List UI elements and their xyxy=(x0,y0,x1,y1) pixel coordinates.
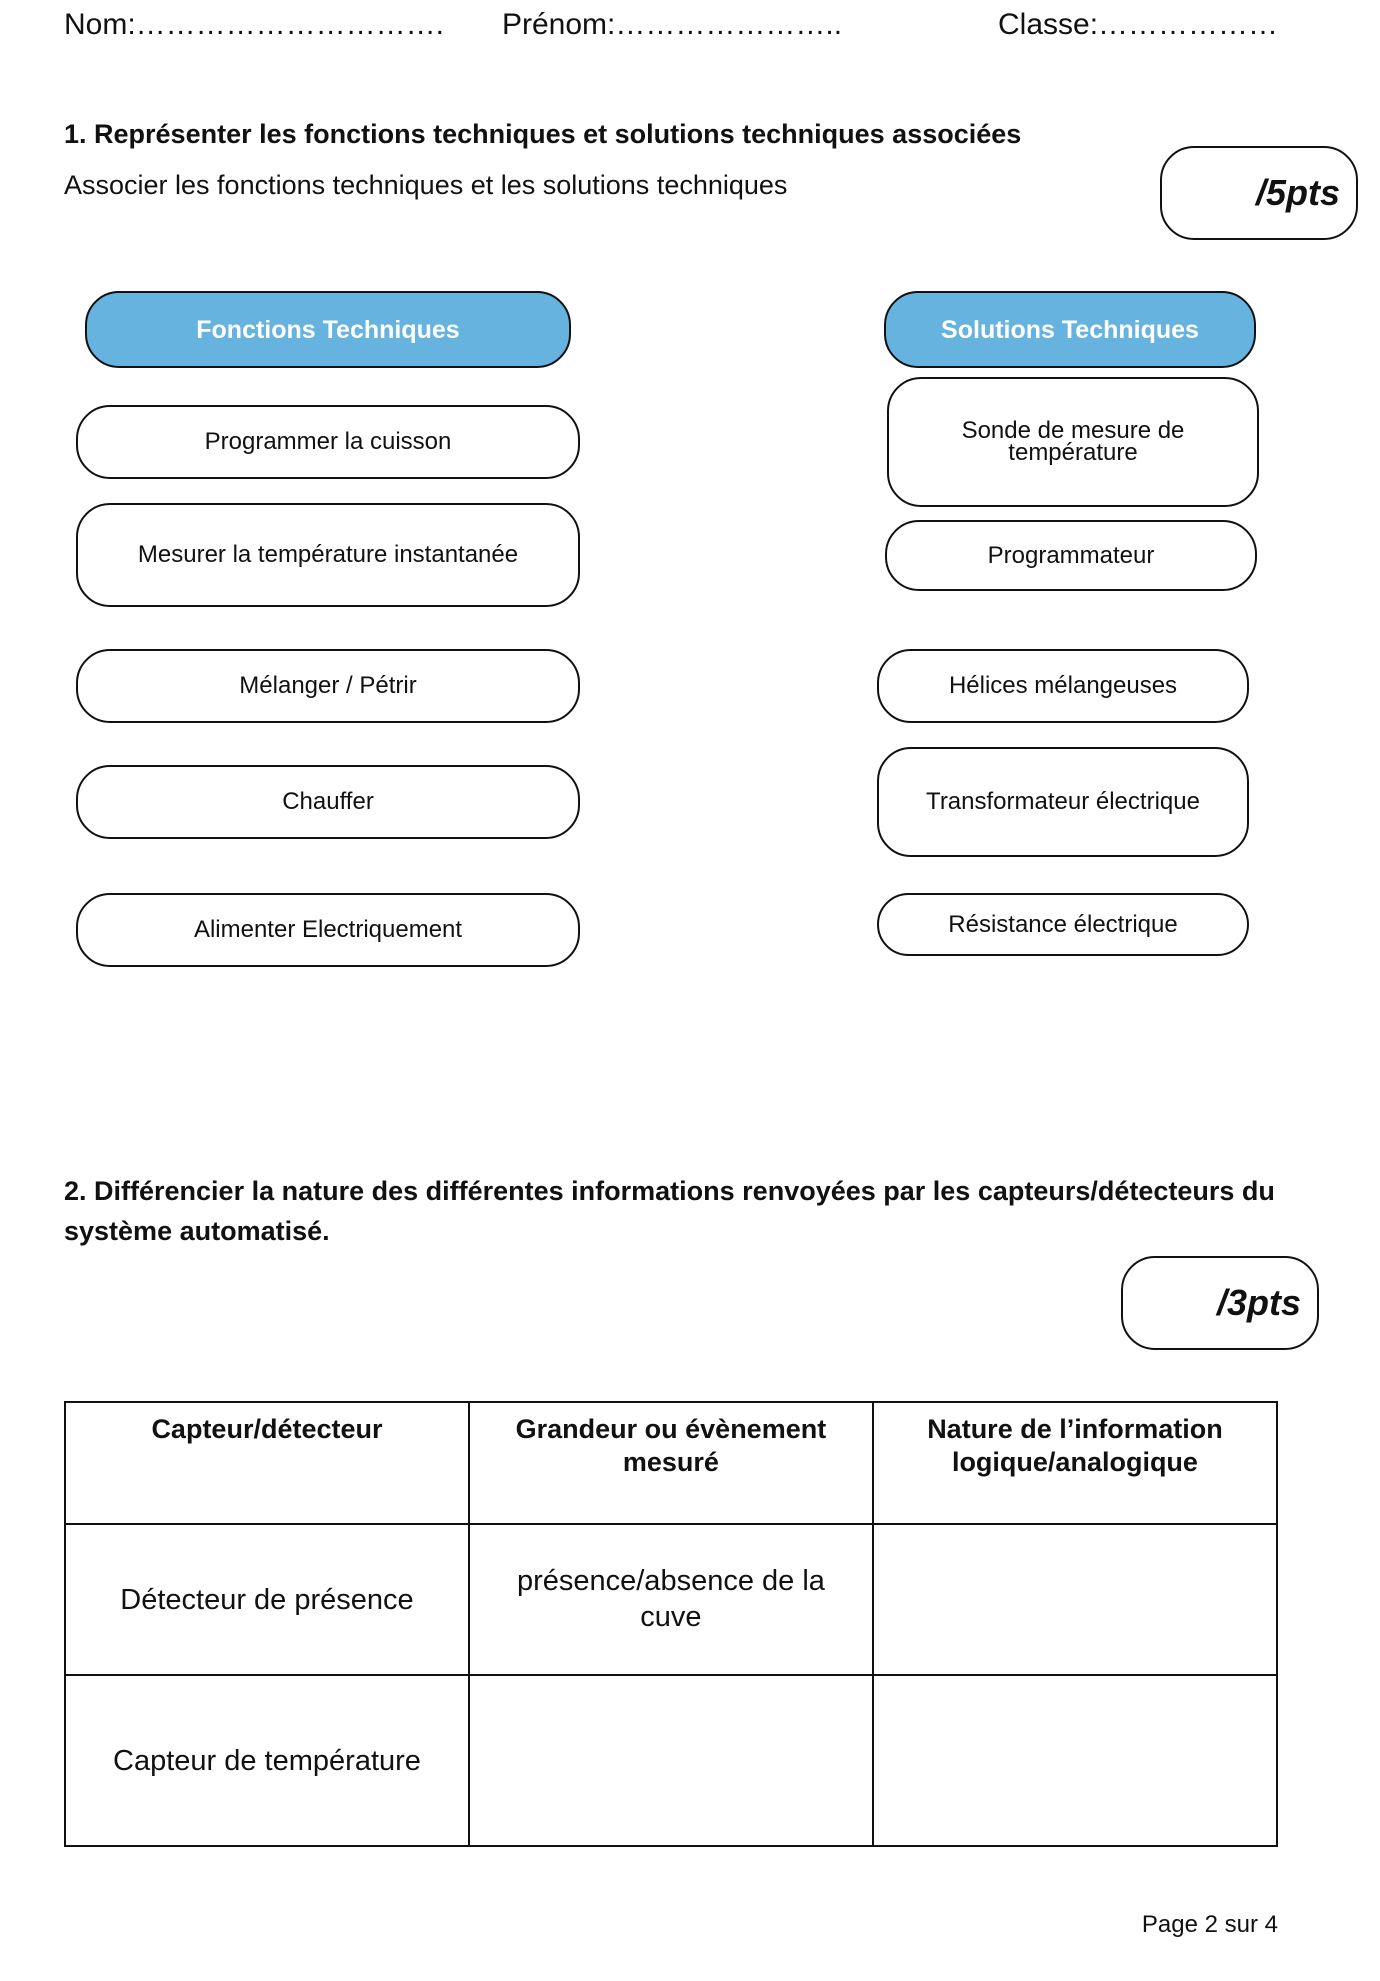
class-field-label: Classe:……………… xyxy=(998,8,1279,41)
section1-score-box: /5pts xyxy=(1160,146,1358,240)
name-field-label: Nom:…………………………. xyxy=(64,8,445,41)
solution-item[interactable]: Hélices mélangeuses xyxy=(877,649,1249,723)
firstname-field-label: Prénom:………………….. xyxy=(502,8,843,41)
table-header-nature: Nature de l’information logique/analogique xyxy=(873,1402,1277,1524)
solution-item[interactable]: Sonde de mesure de température xyxy=(887,377,1259,507)
solution-item[interactable]: Programmateur xyxy=(885,520,1257,591)
table-cell-nature[interactable] xyxy=(873,1524,1277,1675)
function-item[interactable]: Alimenter Electriquement xyxy=(76,893,580,967)
table-cell-sensor: Détecteur de présence xyxy=(65,1524,469,1675)
section1-instruction: Associer les fonctions techniques et les solutions techniques xyxy=(64,170,788,200)
sensor-table xyxy=(64,1401,1278,1847)
section1-title: 1. Représenter les fonctions techniques et solutions techniques associées xyxy=(64,119,1022,149)
function-item[interactable]: Mesurer la température instantanée xyxy=(76,503,580,607)
table-header-sensor: Capteur/détecteur xyxy=(65,1402,469,1524)
table-cell-sensor: Capteur de température xyxy=(65,1675,469,1846)
table-cell-quantity: présence/absence de la cuve xyxy=(469,1524,873,1675)
table-header-quantity: Grandeur ou évènement mesuré xyxy=(469,1402,873,1524)
solution-item[interactable]: Résistance électrique xyxy=(877,893,1249,956)
functions-header: Fonctions Techniques xyxy=(85,291,571,368)
function-item[interactable]: Mélanger / Pétrir xyxy=(76,649,580,723)
table-row xyxy=(65,1675,1277,1846)
table-cell-nature[interactable] xyxy=(873,1675,1277,1846)
solutions-header: Solutions Techniques xyxy=(884,291,1256,368)
section2-score-box: /3pts xyxy=(1121,1256,1319,1350)
table-row xyxy=(65,1524,1277,1675)
table-cell-quantity[interactable] xyxy=(469,1675,873,1846)
page-number: Page 2 sur 4 xyxy=(1141,1911,1278,1938)
solution-item[interactable]: Transformateur électrique xyxy=(877,747,1249,857)
section2-title: 2. Différencier la nature des différentes informations renvoyées par les capteurs/détecteurs du système automatisé. xyxy=(64,1176,1275,1246)
function-item[interactable]: Chauffer xyxy=(76,765,580,839)
function-item[interactable]: Programmer la cuisson xyxy=(76,405,580,479)
